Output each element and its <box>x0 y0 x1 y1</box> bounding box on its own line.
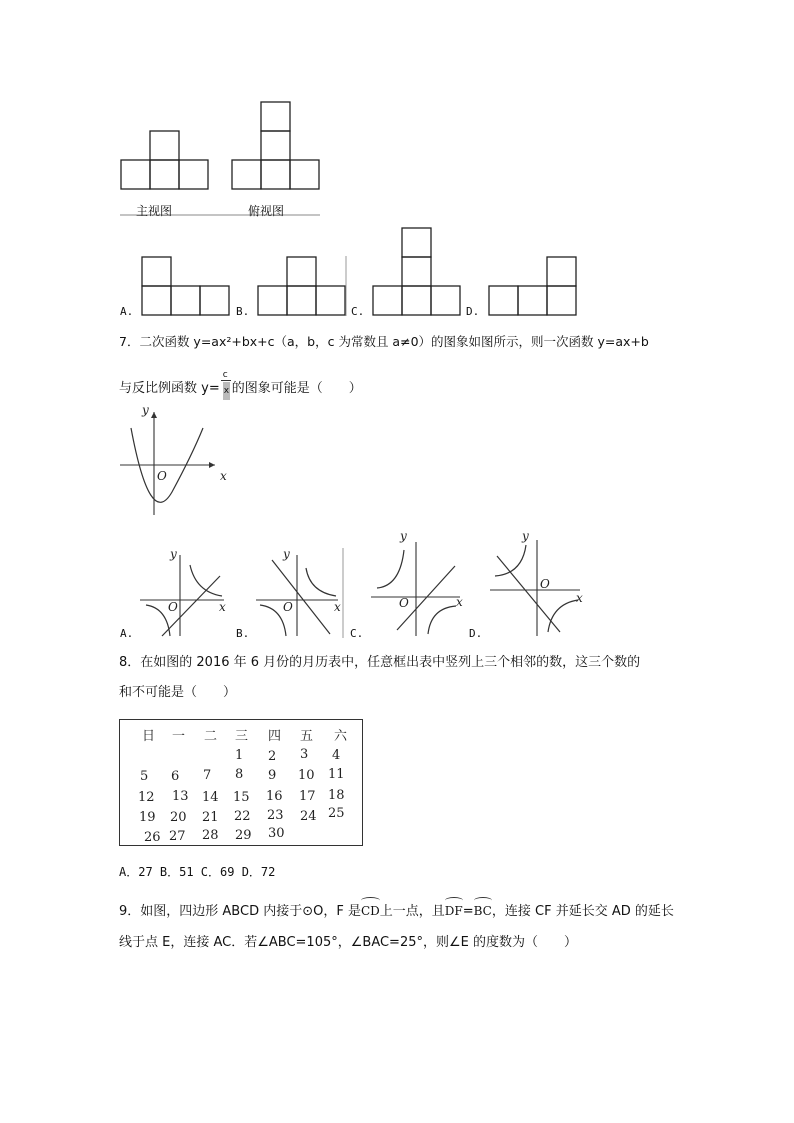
arc-cd: CD <box>361 902 380 920</box>
calendar-day: 6 <box>171 769 180 784</box>
q8-line2: 和不可能是（ ） <box>119 685 237 700</box>
calendar-day: 24 <box>300 809 317 824</box>
calendar-day: 25 <box>328 806 345 821</box>
calendar-header-sun: 日 <box>142 729 156 744</box>
arc-bc: BC <box>474 902 492 920</box>
calendar-day: 27 <box>169 829 186 844</box>
calendar-day: 17 <box>299 789 316 804</box>
graph-b-y-label: y <box>283 547 290 561</box>
calendar-day: 8 <box>235 767 244 782</box>
calendar-header-tue: 二 <box>204 729 218 744</box>
q7-line1: 7．二次函数 y=ax²+bx+c（a，b，c 为常数且 a≠0）的图象如图所示，则一次函数 y=ax+b <box>119 334 649 349</box>
calendar-day: 21 <box>202 810 219 825</box>
calendar-day: 12 <box>138 790 155 805</box>
graph-d-x-label: x <box>576 591 583 605</box>
calendar-day: 28 <box>202 828 219 843</box>
calendar-day: 1 <box>235 748 244 763</box>
fraction-numerator: c <box>222 370 228 380</box>
parabola-origin-label: O <box>157 469 167 483</box>
q6-option-c-label: C. <box>351 305 365 318</box>
calendar-day: 11 <box>328 767 345 782</box>
q6-option-a-label: A. <box>120 305 134 318</box>
calendar-header-fri: 五 <box>300 729 314 744</box>
calendar-day: 3 <box>300 747 309 762</box>
graph-c-x-label: x <box>456 595 463 609</box>
calendar-day: 2 <box>268 749 277 764</box>
calendar-day: 14 <box>202 790 219 805</box>
calendar-day: 16 <box>266 789 283 804</box>
q7-option-d-label: D. <box>469 627 483 640</box>
graph-d-y-label: y <box>522 529 529 543</box>
arc-df: DF <box>445 902 463 920</box>
calendar-day: 22 <box>234 809 251 824</box>
calendar-header-sat: 六 <box>334 729 348 744</box>
graph-b-x-label: x <box>334 600 341 614</box>
calendar-day: 5 <box>140 769 149 784</box>
graph-c-y-label: y <box>400 529 407 543</box>
calendar-day: 18 <box>328 788 345 803</box>
top-view-label: 俯视图 <box>248 204 285 218</box>
q6-option-d-label: D. <box>466 305 480 318</box>
arc-equals: = <box>462 904 474 919</box>
graph-d-origin: O <box>540 577 550 591</box>
calendar-header-thu: 四 <box>268 729 282 744</box>
calendar-table <box>119 719 363 846</box>
graph-a-origin: O <box>168 600 178 614</box>
calendar-day: 19 <box>139 810 156 825</box>
graph-a-y-label: y <box>170 547 177 561</box>
graph-b-origin: O <box>283 600 293 614</box>
q7-line2-suffix: 的图象可能是（ ） <box>231 381 362 396</box>
graph-c-origin: O <box>399 596 409 610</box>
calendar-day: 30 <box>268 826 285 841</box>
parabola-x-label: x <box>220 469 227 483</box>
calendar-day: 13 <box>172 789 189 804</box>
graph-a-x-label: x <box>219 600 226 614</box>
fraction-denominator: x <box>223 382 230 400</box>
q9-line1 <box>119 902 674 921</box>
calendar-day: 23 <box>267 808 284 823</box>
q7-option-a-label: A. <box>120 627 134 640</box>
parabola-y-label: y <box>142 403 149 417</box>
q9-line1-a: 9．如图，四边形 ABCD 内接于⊙O，F 是 <box>119 904 361 919</box>
calendar-day: 26 <box>144 830 161 845</box>
q8-answer-options: A．27 B．51 C．69 D．72 <box>119 865 276 879</box>
q6-option-b-label: B. <box>236 305 250 318</box>
calendar-day: 29 <box>235 828 252 843</box>
calendar-day: 7 <box>203 768 212 783</box>
front-view-label: 主视图 <box>136 204 173 218</box>
q9-line2: 线于点 E，连接 AC．若∠ABC=105°，∠BAC=25°，则∠E 的度数为（ ） <box>119 935 577 950</box>
calendar-day: 4 <box>332 748 341 763</box>
q7-line2-prefix: 与反比例函数 y= <box>119 381 220 396</box>
q9-line1-c: ，连接 CF 并延长交 AD 的延长 <box>491 904 674 919</box>
calendar-header-mon: 一 <box>172 729 186 744</box>
calendar-day: 10 <box>298 768 315 783</box>
calendar-day: 20 <box>170 810 187 825</box>
q9-line1-b: 上一点，且 <box>379 904 445 919</box>
q7-option-c-label: C. <box>350 627 364 640</box>
q8-line1: 8．在如图的 2016 年 6 月份的月历表中，任意框出表中竖列上三个相邻的数，这三个数的 <box>119 655 641 670</box>
calendar-day: 9 <box>268 768 277 783</box>
q7-option-b-label: B. <box>236 627 250 640</box>
calendar-header-wed: 三 <box>235 729 249 744</box>
calendar-day: 15 <box>233 790 250 805</box>
